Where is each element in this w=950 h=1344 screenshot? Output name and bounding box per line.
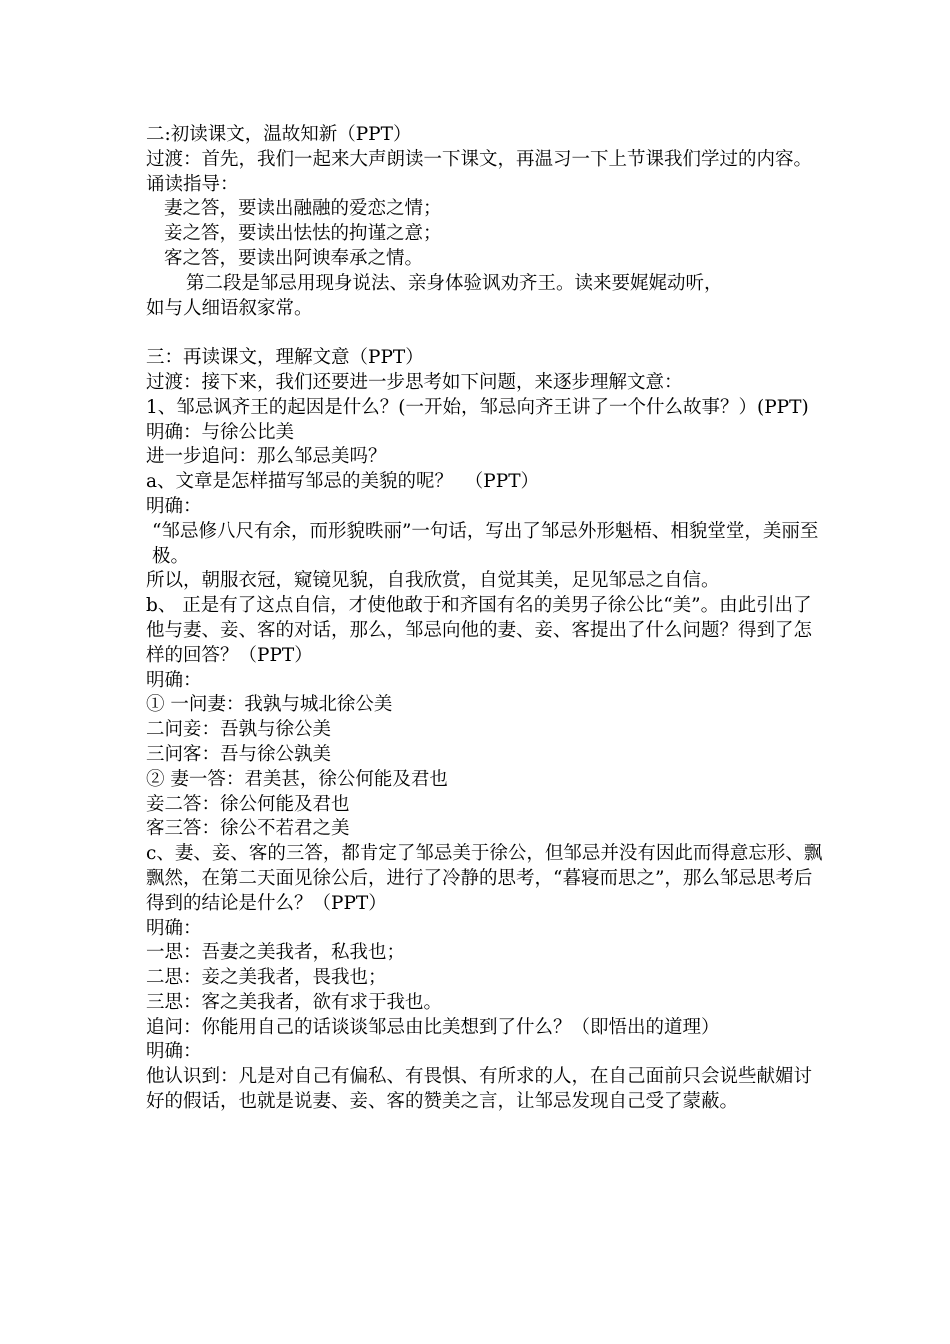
clarify-label: 明确： — [146, 1041, 202, 1063]
think-1: 一思：吾妻之美我者，私我也； — [146, 942, 406, 964]
transition-paragraph-2: 过渡：接下来，我们还要进一步思考如下问题，来逐步理解文意： — [146, 371, 683, 393]
reading-guide-concubine: 妾之答，要读出怯怯的拘谨之意； — [164, 223, 442, 245]
answer-a-quote: “邹忌修八尺有余，而形貌昳丽”一句话，写出了邹忌外形魁梧、相貌堂堂，美丽至极。 — [152, 520, 819, 567]
final-conclusion: 他认识到：凡是对自己有偏私、有畏惧、有所求的人，在自己面前只会说些献媚讨好的假话，也就是说妻、妾、客的赞美之言，让邹忌发现自己受了蒙蔽。 — [146, 1066, 813, 1113]
paragraph-two-note: 第二段是邹忌用现身说法、亲身体验讽劝齐王。读来要娓娓动听， — [186, 272, 723, 294]
reading-guide-guest: 客之答，要读出阿谀奉承之情。 — [164, 247, 424, 269]
think-2: 二思：妾之美我者，畏我也； — [146, 967, 387, 989]
question-1: 1、邹忌讽齐王的起因是什么？(一开始，邹忌向齐王讲了一个什么故事？）(PPT) — [146, 396, 809, 418]
transition-paragraph: 过渡：首先，我们一起来大声朗读一下课文，再温习一下上节课我们学过的内容。 — [146, 148, 813, 170]
section-heading-3: 三：再读课文，理解文意（PPT） — [146, 347, 424, 369]
wife-answer: ② 妻一答：君美甚，徐公何能及君也 — [146, 768, 448, 790]
ask-wife: ① 一问妻：我孰与城北徐公美 — [146, 694, 393, 716]
reading-guide-wife: 妻之答，要读出融融的爱恋之情； — [164, 198, 442, 220]
guest-answer: 客三答：徐公不若君之美 — [146, 818, 350, 840]
ask-concubine: 二问妾：吾孰与徐公美 — [146, 719, 332, 741]
clarify-label: 明确： — [146, 495, 202, 517]
reading-guide-heading: 诵读指导： — [146, 173, 239, 195]
clarify-label: 明确： — [146, 669, 202, 691]
paragraph-two-note-cont: 如与人细语叙家常。 — [146, 297, 313, 319]
follow-up-question-2: 追问：你能用自己的话谈谈邹忌由比美想到了什么？（即悟出的道理） — [146, 1016, 720, 1038]
ask-guest: 三问客：吾与徐公孰美 — [146, 743, 332, 765]
question-c: c、妻、妾、客的三答，都肯定了邹忌美于徐公，但邹忌并没有因此而得意忘形、飘飘然，在第二天面见徐公后，进行了冷静的思考，“暮寝而思之”，那么邹忌思考后得到的结论是什么？（PPT） — [146, 843, 823, 914]
answer-1: 明确：与徐公比美 — [146, 421, 295, 443]
question-b: b、 正是有了这点自信，才使他敢于和齐国有名的美男子徐公比“美”。由此引出了他与妻、妾、客的对话，那么，邹忌向他的妻、妾、客提出了什么问题？得到了怎样的回答？（PPT） — [146, 595, 813, 666]
answer-a-conclusion: 所以，朝服衣冠，窥镜见貌，自我欣赏，自觉其美，足见邹忌之自信。 — [146, 570, 720, 592]
clarify-label: 明确： — [146, 917, 202, 939]
follow-up-question: 进一步追问：那么邹忌美吗？ — [146, 446, 387, 468]
section-heading-2: 二:初读课文，温故知新（PPT） — [146, 124, 412, 145]
blank-line — [146, 321, 826, 346]
concubine-answer: 妾二答：徐公何能及君也 — [146, 793, 350, 815]
question-a: a、文章是怎样描写邹忌的美貌的呢？ （PPT） — [146, 471, 540, 493]
document-body — [146, 123, 826, 1115]
think-3: 三思：客之美我者，欲有求于我也。 — [146, 991, 443, 1013]
